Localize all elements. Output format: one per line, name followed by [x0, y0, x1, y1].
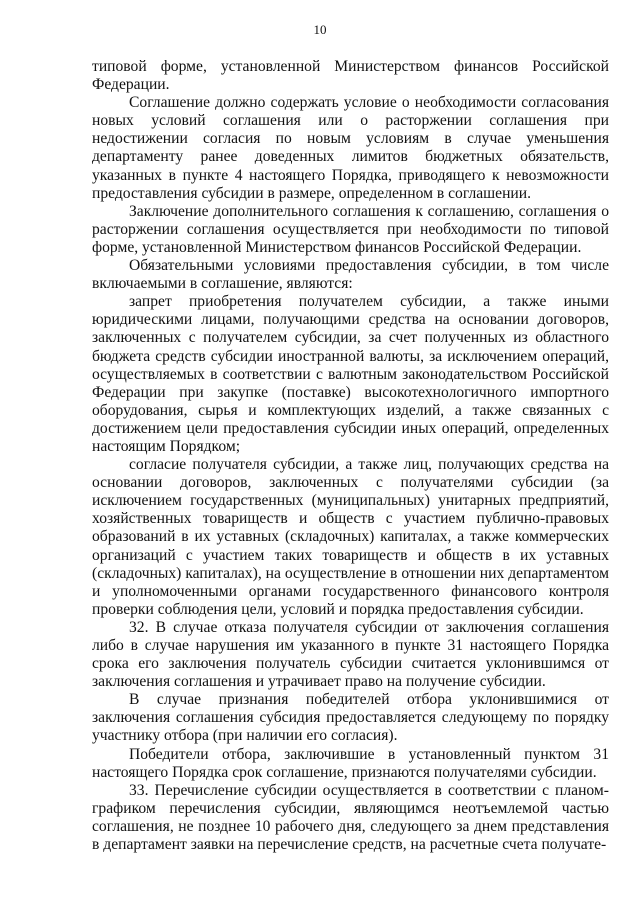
paragraph-clause-33: 33. Перечисление субсидии осуществляется в соответствии с планом-графиком перечисления субсидии, являющимся неотъемлемой частью соглашения, не позднее 10 рабочего дня, следующего за днем представления в департамент заявки на перечисление средств, на расчетные счета получате-	[92, 781, 609, 854]
page-number: 10	[313, 22, 327, 37]
paragraph-continuation: типовой форме, установленной Министерством финансов Российской Федерации.	[92, 58, 609, 94]
paragraph-winners-recipients: Победители отбора, заключившие в установленный пунктом 31 настоящего Порядка срок соглашение, признаются получателями субсидии.	[92, 745, 609, 781]
document-body	[92, 58, 609, 854]
paragraph-currency-ban: запрет приобретения получателем субсидии, а также иными юридическими лицами, получающими средства на основании договоров, заключенных с получателем субсидии, за счет полученных из областного бюджета средств субсидии иностранной валюты, за исключением операций, осуществляемых в соответствии с валютным законодательством Российской Федерации при закупке (поставке) высокотехнологичного импортного оборудования, сырья и комплектующих изделий, а также связанных с достижением цели предоставления субсидии иных операций, определенных настоящим Порядком;	[92, 293, 609, 455]
paragraph-agreement-conditions: Соглашение должно содержать условие о необходимости согласования новых условий соглашения или о расторжении соглашения при недостижении согласия по новым условиям в случае уменьшения департаменту ранее доведенных лимитов бюджетных обязательств, указанных в пункте 4 настоящего Порядка, приводящего к невозможности предоставления субсидии в размере, определенном в соглашении.	[92, 94, 609, 202]
paragraph-consent-to-audit: согласие получателя субсидии, а также лиц, получающих средства на основании договоров, заключенных с получателями субсидии (за исключением государственных (муниципальных) унитарных предприятий, хозяйственных товариществ и обществ с участием публично-правовых образований в их уставных (складочных) капиталах, а также коммерческих организаций с участием таких товариществ и обществ в их уставных (складочных) капиталах), на осуществление в отношении них департаментом и уполномоченными органами государственного финансового контроля проверки соблюдения цели, условий и порядка предоставления субсидии.	[92, 456, 609, 618]
paragraph-clause-32: 32. В случае отказа получателя субсидии от заключения соглашения либо в случае нарушения им указанного в пункте 31 настоящего Порядка срока его заключения получатель субсидии считается уклонившимся от заключения соглашения и утрачивает право на получение субсидии.	[92, 618, 609, 691]
paragraph-next-participant: В случае признания победителей отбора уклонившимися от заключения соглашения субсидия предоставляется следующему по порядку участнику отбора (при наличии его согласия).	[92, 691, 609, 745]
paragraph-additional-agreement: Заключение дополнительного соглашения к соглашению, соглашения о расторжении соглашения осуществляется при необходимости по типовой форме, установленной Министерством финансов Российской Федерации.	[92, 202, 609, 256]
paragraph-mandatory-conditions: Обязательными условиями предоставления субсидии, в том числе включаемыми в соглашение, являются:	[92, 257, 609, 293]
